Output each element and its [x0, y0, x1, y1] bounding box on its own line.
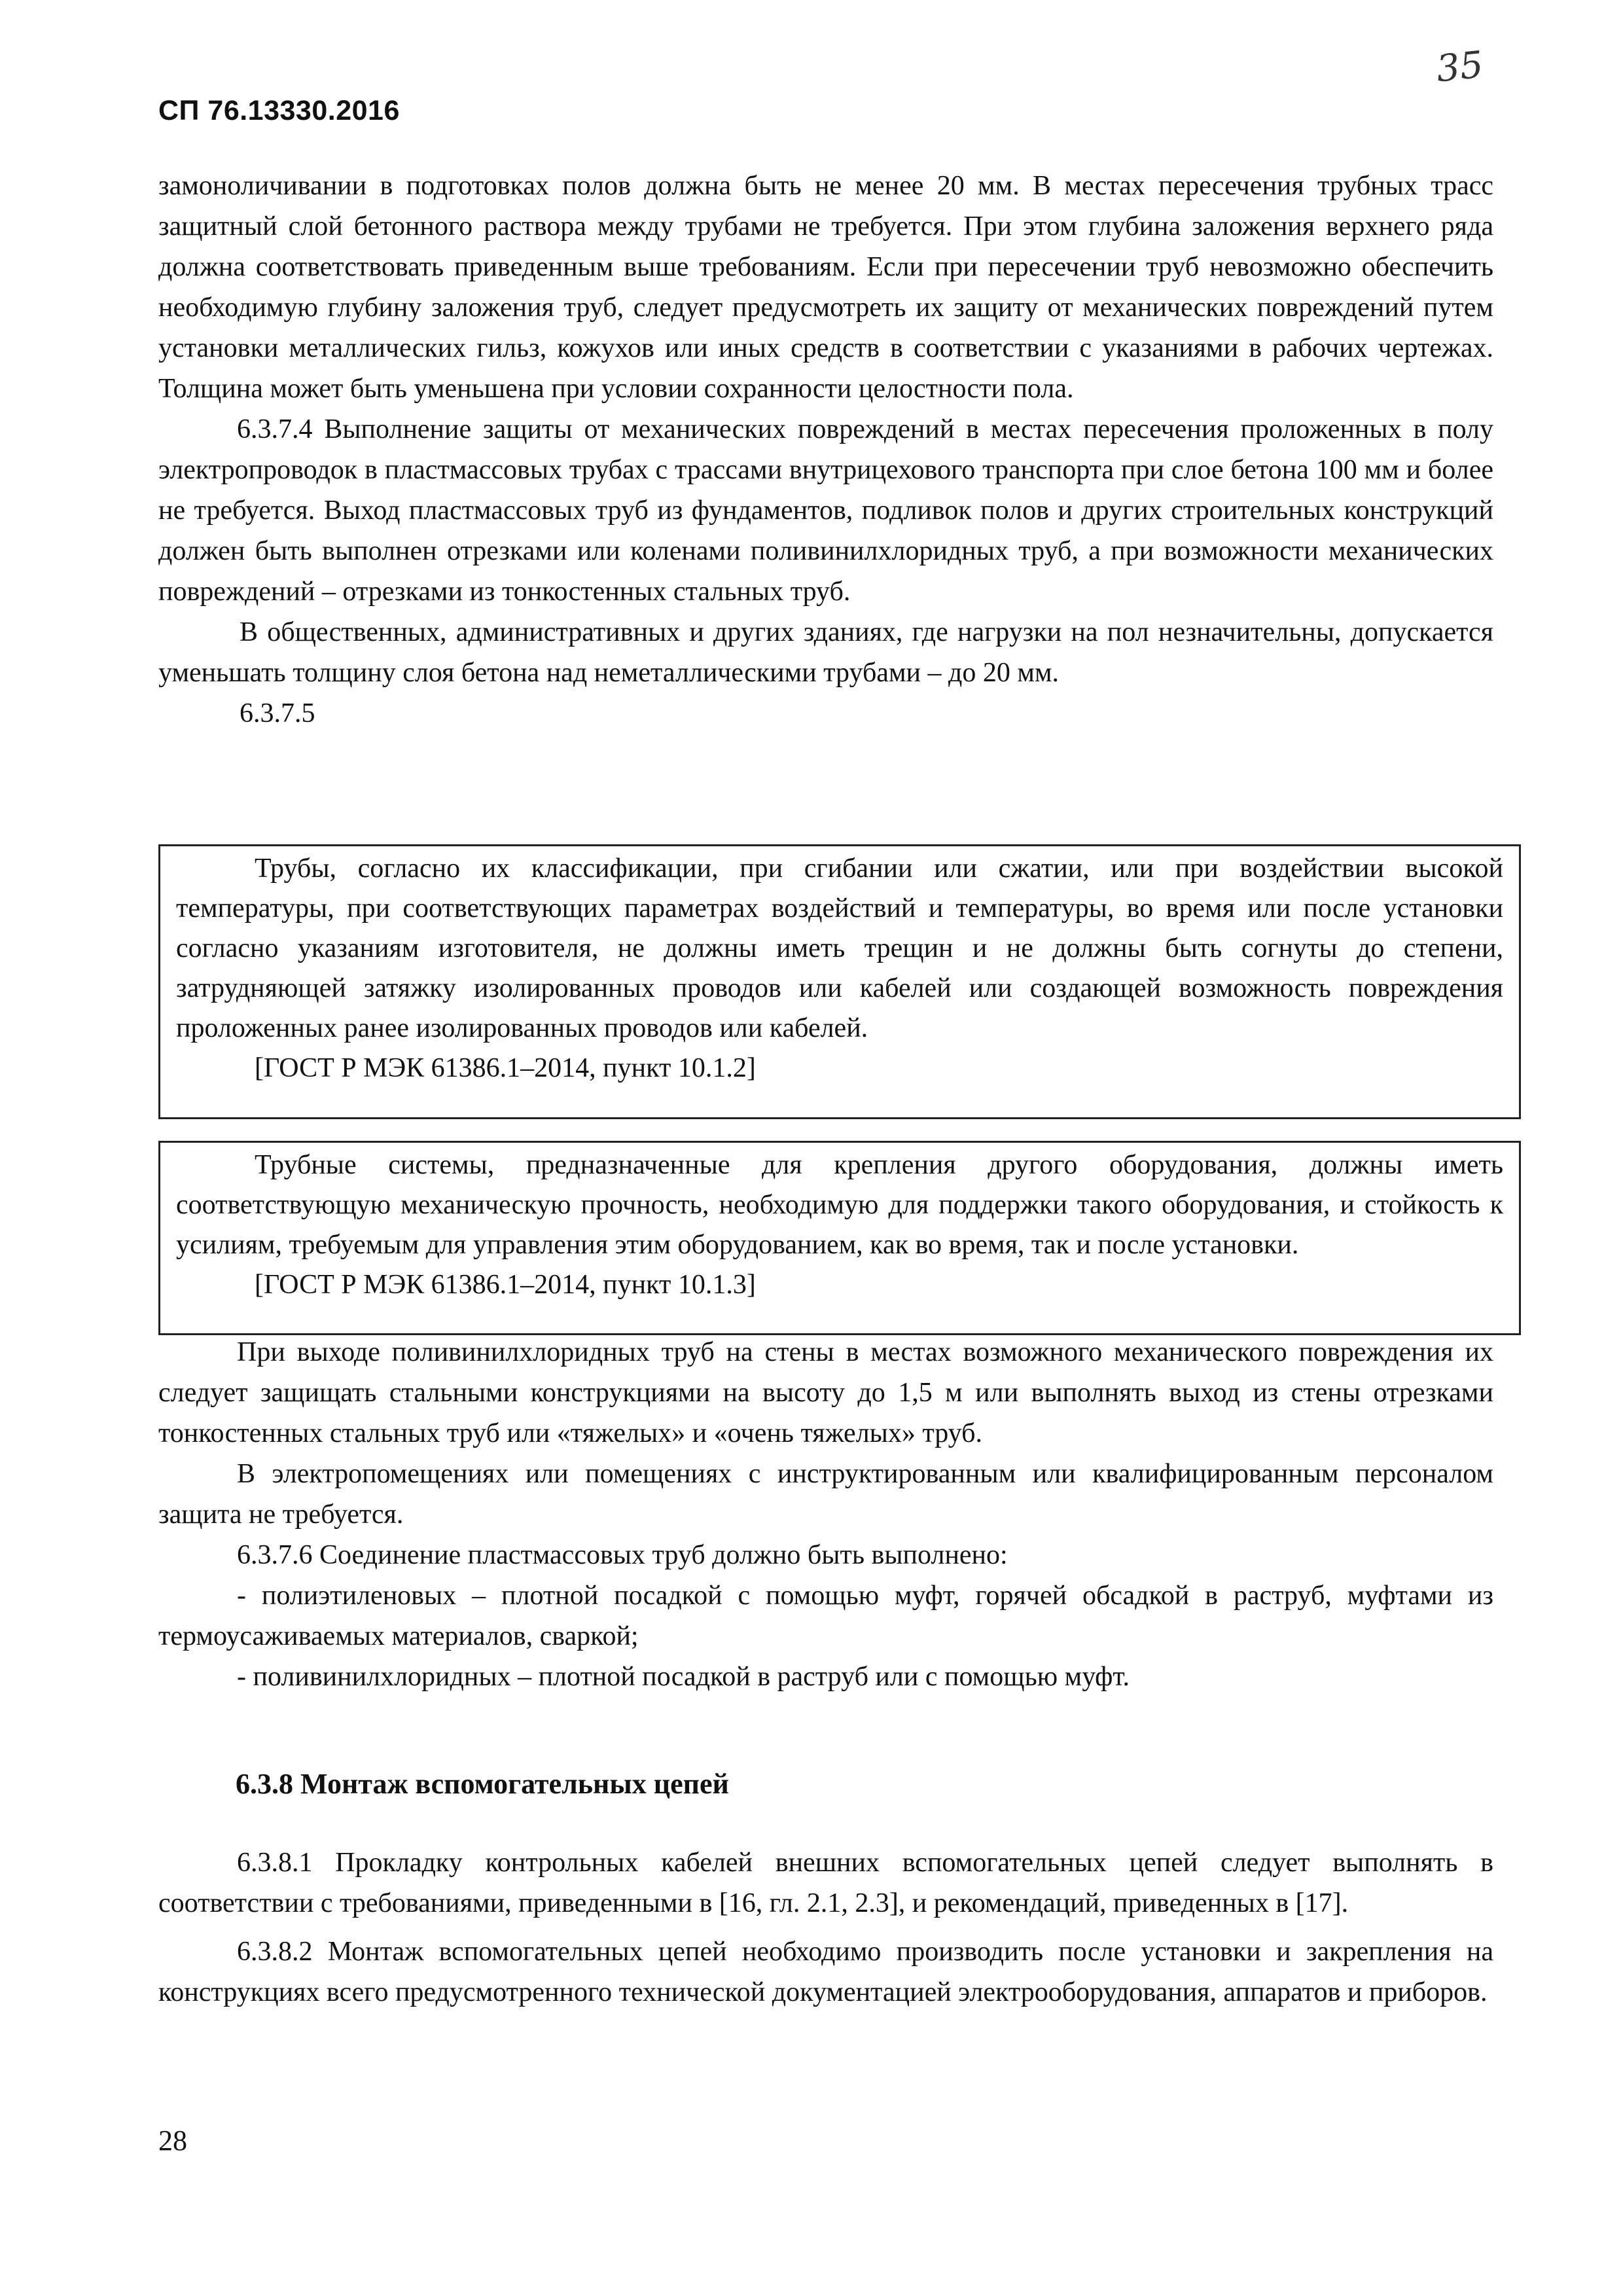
- paragraph-6-3-7-6: 6.3.7.6 Соединение пластмассовых труб должно быть выполнено:: [237, 1540, 1008, 1570]
- paragraph-electrical-rooms: В электропомещениях или помещениях с инструктированным или квалифицированным персоналом защита не требуется.: [158, 1459, 1493, 1530]
- list-item-pvc: - поливинилхлоридных – плотной посадкой в раструб или с помощью муфт.: [237, 1662, 1130, 1692]
- quote-reference: [ГОСТ Р МЭК 61386.1–2014, пункт 10.1.3]: [255, 1270, 756, 1300]
- paragraph-intro: замоноличивании в подготовках полов должна быть не менее 20 мм. В местах пересечения трубных трасс защитный слой бетонного раствора между трубами не требуется. При этом глубина заложения верхнего ряда должна соответствовать приведенным выше требованиям. Если при пересечении труб невозможно обеспечить необходимую глубину заложения труб, следует предусмотреть их защиту от механических повреждений путем установки металлических гильз, кожухов или иных средств в соответствии с указаниями в рабочих чертежах. Толщина может быть уменьшена при условии сохранности целостности пола.: [158, 171, 1493, 404]
- text-block-top: [158, 166, 1493, 734]
- quote-box-gost-10-1-3: [158, 1141, 1521, 1335]
- paragraph-6-3-7-4: 6.3.7.4 Выполнение защиты от механических повреждений в местах пересечения проложенных в полу электропроводок в пластмассовых трубах с трассами внутрицехового транспорта при слое бетона 100 мм и более не требуется. Выход пластмассовых труб из фундаментов, подливок полов и других строительных конструкций должен быть выполнен отрезками или коленами поливинилхлоридных труб, а при возможности механических повреждений – отрезками из тонкостенных стальных труб.: [158, 414, 1493, 607]
- paragraph-6-3-7-5: 6.3.7.5: [240, 698, 315, 728]
- paragraph-pvc-wall-exit: При выходе поливинилхлоридных труб на стены в местах возможного механического повреждения их следует защищать стальными конструкциями на высоту до 1,5 м или выполнять выход из стены отрезками тонкостенных стальных труб или «тяжелых» и «очень тяжелых» труб.: [158, 1337, 1493, 1448]
- section-heading-6-3-8: 6.3.8 Монтаж вспомогательных цепей: [236, 1768, 729, 1800]
- handwritten-sheet-number: 35: [1434, 43, 1486, 91]
- quote-text: Трубы, согласно их классификации, при сгибании или сжатии, или при воздействии высокой температуры, при соответствующих параметрах воздействий и температуры, во время или после установки согласно указаниям изготовителя, не должны иметь трещин и не должны быть согнуты до степени, затрудняющей затяжку изолированных проводов или кабелей или создающей возможность повреждения проложенных ранее изолированных проводов или кабелей.: [176, 853, 1503, 1043]
- page-number: 28: [158, 2125, 187, 2157]
- quote-reference: [ГОСТ Р МЭК 61386.1–2014, пункт 10.1.2]: [255, 1053, 756, 1083]
- quote-text: Трубные системы, предназначенные для крепления другого оборудования, должны иметь соответствующую механическую прочность, необходимую для поддержки такого оборудования, и стойкость к усилиям, требуемым для управления этим оборудованием, как во время, так и после установки.: [176, 1150, 1503, 1260]
- list-item-polyethylene: - полиэтиленовых – плотной посадкой с помощью муфт, горячей обсадкой в раструб, муфтами из термоусаживаемых материалов, сваркой;: [158, 1581, 1493, 1651]
- text-block-bottom: [158, 1842, 1493, 2013]
- paragraph-6-3-8-2: 6.3.8.2 Монтаж вспомогательных цепей необходимо производить после установки и закрепления на конструкциях всего предусмотренного технической документацией электрооборудования, аппаратов и приборов.: [158, 1937, 1493, 2007]
- quote-box-gost-10-1-2: [158, 844, 1521, 1119]
- text-block-middle: [158, 1332, 1493, 1697]
- paragraph-public-buildings: В общественных, административных и других зданиях, где нагрузки на пол незначительны, допускается уменьшать толщину слоя бетона над неметаллическими трубами – до 20 мм.: [158, 617, 1493, 688]
- document-code: СП 76.13330.2016: [158, 95, 400, 126]
- paragraph-6-3-8-1: 6.3.8.1 Прокладку контрольных кабелей внешних вспомогательных цепей следует выполнять в соответствии с требованиями, приведенными в [16, гл. 2.1, 2.3], и рекомендаций, приведенных в [17].: [158, 1848, 1493, 1918]
